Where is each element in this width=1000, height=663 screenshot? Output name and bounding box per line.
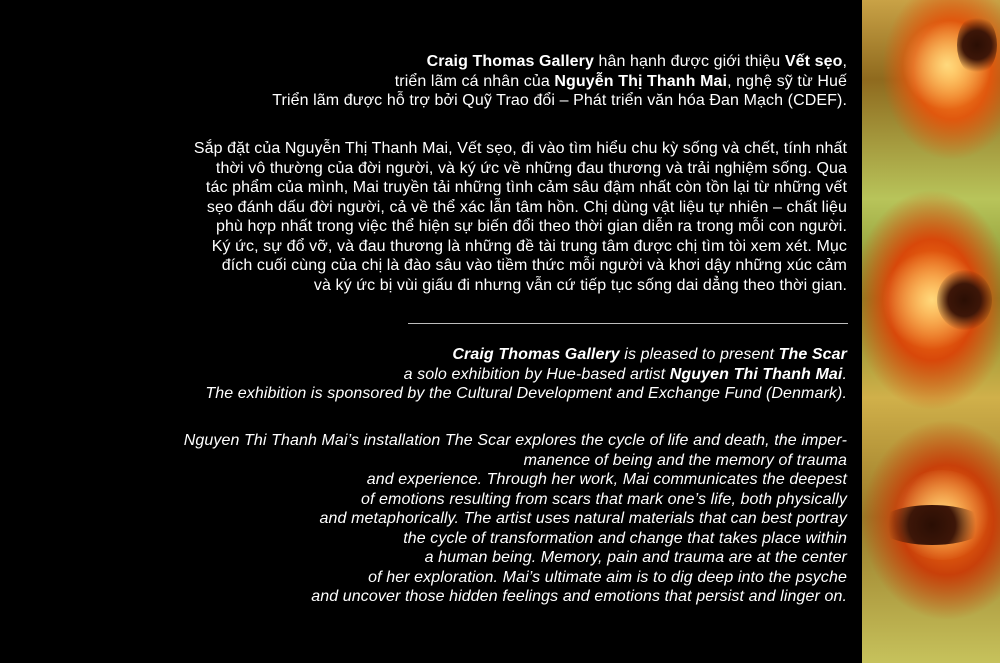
text-line: đích cuối cùng của chị là đào sâu vào tiềm thức mỗi người và khơi dậy những xúc cảm [221, 257, 847, 274]
text-segment: triển lãm cá nhân của [394, 72, 555, 90]
bold-text: Nguyễn Thị Thanh Mai [554, 72, 728, 90]
text-line [272, 91, 847, 111]
vietnamese-intro [272, 52, 847, 111]
text-line: and experience. Through her work, Mai communicates the deepest [366, 471, 847, 488]
bold-text: The Scar [778, 346, 847, 363]
text-line: tác phẩm của mình, Mai truyền tải những tình cảm sâu đậm nhất còn tồn lại từ những vết [205, 179, 847, 196]
text-line [205, 365, 847, 385]
bold-text: Vết sẹo [784, 53, 843, 70]
artwork-photo [862, 0, 1000, 663]
text-line: a human being. Memory, pain and trauma are at the center [424, 549, 847, 566]
text-line [272, 72, 847, 92]
text-segment: , [842, 53, 847, 70]
text-line: and metaphorically. The artist uses natural materials that can best portray [319, 510, 847, 527]
text-line: và ký ức bị vùi giấu đi nhưng vẫn cứ tiếp tục sống dai dẳng theo thời gian. [313, 276, 847, 294]
text-segment: a solo exhibition by Hue-based artist [403, 365, 670, 383]
text-line: Sắp đặt của Nguyễn Thị Thanh Mai, Vết sẹo, đi vào tìm hiểu chu kỳ sống và chết, tính nhất [193, 140, 847, 157]
text-line: of her exploration. Mai’s ultimate aim is to dig deep into the psyche [368, 568, 847, 586]
bold-text: Craig Thomas Gallery [426, 53, 594, 70]
text-segment: , nghệ sỹ từ Huế [727, 72, 847, 90]
text-segment: hân hạnh được giới thiệu [593, 53, 785, 70]
text-line: Ký ức, sự đổ vỡ, và đau thương là những đề tài trung tâm được chị tìm tòi xem xét. Mục [211, 237, 847, 255]
text-line [205, 384, 847, 404]
section-divider [408, 323, 848, 324]
text-line: manence of being and the memory of trauma [523, 451, 847, 469]
text-line [272, 52, 847, 72]
english-intro [205, 345, 847, 404]
bold-text: Nguyen Thi Thanh Mai [669, 365, 843, 383]
text-line: Nguyen Thi Thanh Mai’s installation The Scar explores the cycle of life and death, the imper- [183, 432, 847, 449]
text-line: phù hợp nhất trong việc thể hiện sự biến đổi theo thời gian diễn ra trong mỗi con người. [216, 218, 847, 235]
vietnamese-body [194, 139, 847, 295]
text-line: of emotions resulting from scars that mark one’s life, both physically [360, 490, 847, 508]
text-segment: Triển lãm được hỗ trợ bởi Quỹ Trao đổi – Phát triển văn hóa Đan Mạch (CDEF). [272, 92, 847, 109]
text-line: the cycle of transformation and change that takes place within [403, 529, 847, 547]
text-segment: . [842, 365, 847, 383]
bold-text: Craig Thomas Gallery [452, 346, 620, 363]
text-segment: is pleased to present [619, 346, 779, 363]
text-line: thời vô thường của đời người, và ký ức về những đau thương và trải nghiệm sống. Qua [215, 159, 847, 177]
text-line [205, 345, 847, 365]
text-line: and uncover those hidden feelings and emotions that persist and linger on. [311, 588, 847, 605]
english-body [184, 431, 847, 607]
text-segment: The exhibition is sponsored by the Cultural Development and Exchange Fund (Denmark). [205, 385, 847, 402]
text-line: sẹo đánh dấu đời người, cả về thể xác lẫn tâm hồn. Chị dùng vật liệu tự nhiên – chất liệu [206, 198, 847, 216]
